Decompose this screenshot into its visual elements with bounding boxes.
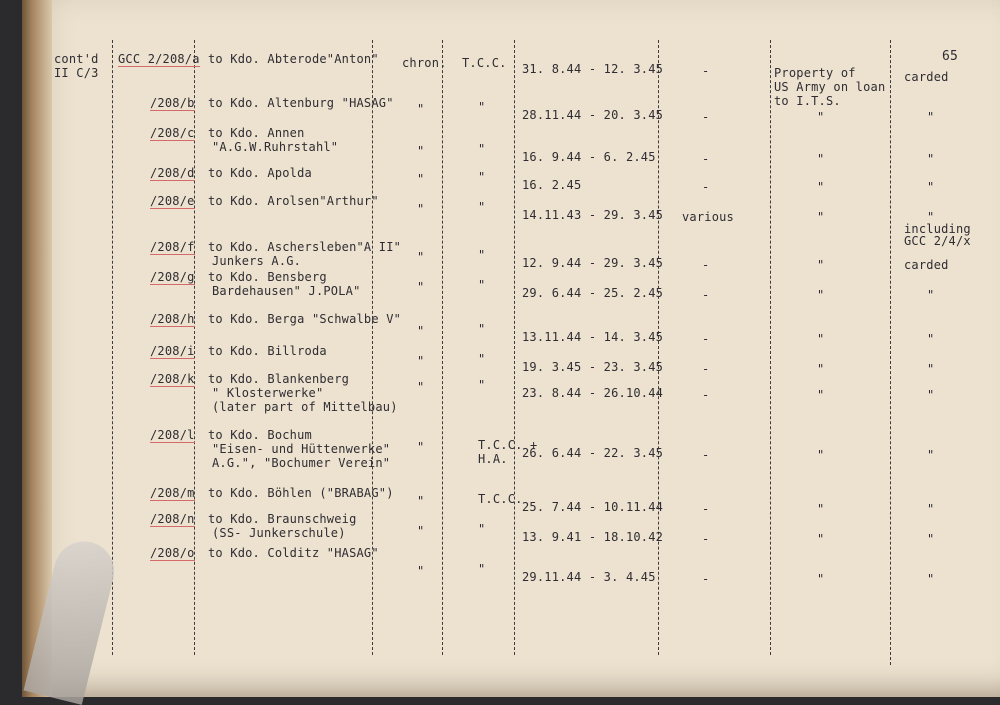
row-count: - xyxy=(702,110,710,124)
row-property: " xyxy=(817,110,825,124)
row-count: - xyxy=(702,532,710,546)
column-rule xyxy=(372,40,373,655)
row-type: " xyxy=(417,144,425,158)
row-description: Junkers A.G. xyxy=(212,254,302,268)
row-source: " xyxy=(478,200,486,214)
row-description: to Kdo. Billroda xyxy=(208,344,327,358)
row-property: " xyxy=(817,152,825,166)
row-source: T.C.C. xyxy=(462,56,507,70)
row-description: to Kdo. Colditz "HASAG" xyxy=(208,546,379,560)
row-count: - xyxy=(702,288,710,302)
row-count: - xyxy=(702,152,710,166)
row-dates: 13. 9.41 - 18.10.42 xyxy=(522,530,664,544)
row-description: to Kdo. Altenburg "HASAG" xyxy=(208,96,394,110)
row-property: " xyxy=(817,288,825,302)
row-description: to Kdo. Blankenberg xyxy=(208,372,350,386)
row-remarks: " xyxy=(927,210,935,224)
row-source: " xyxy=(478,562,486,576)
row-ref: /208/f xyxy=(150,240,195,254)
row-count: - xyxy=(702,572,710,586)
row-ref: /208/g xyxy=(150,270,195,284)
row-property: " xyxy=(817,532,825,546)
row-description: to Kdo. Apolda xyxy=(208,166,312,180)
row-source: " xyxy=(478,100,486,114)
row-property: " xyxy=(817,448,825,462)
row-ref: /208/i xyxy=(150,344,195,358)
row-count: - xyxy=(702,388,710,402)
row-property: US Army on loan xyxy=(774,80,886,94)
row-description: "A.G.W.Ruhrstahl" xyxy=(212,140,339,154)
row-dates: 14.11.43 - 29. 3.45 xyxy=(522,208,664,222)
row-remarks: " xyxy=(927,572,935,586)
row-description: (SS- Junkerschule) xyxy=(212,526,346,540)
row-ref: /208/c xyxy=(150,126,195,140)
row-description: to Kdo. Arolsen"Arthur" xyxy=(208,194,379,208)
row-type: " xyxy=(417,172,425,186)
row-type: " xyxy=(417,202,425,216)
row-dates: 16. 9.44 - 6. 2.45 xyxy=(522,150,656,164)
ledger-page xyxy=(22,0,1000,697)
row-dates: 28.11.44 - 20. 3.45 xyxy=(522,108,664,122)
cont-label-section: II C/3 xyxy=(54,66,99,80)
row-source: " xyxy=(478,322,486,336)
row-count: - xyxy=(702,448,710,462)
row-count: various xyxy=(682,210,734,224)
column-rule xyxy=(658,40,659,655)
row-count: - xyxy=(702,332,710,346)
row-property: " xyxy=(817,332,825,346)
column-rule xyxy=(890,40,891,665)
row-source: " xyxy=(478,142,486,156)
row-source: " xyxy=(478,352,486,366)
row-description: to Kdo. Bochum xyxy=(208,428,312,442)
row-count: - xyxy=(702,502,710,516)
row-description: to Kdo. Aschersleben"A II" xyxy=(208,240,402,254)
row-dates: 25. 7.44 - 10.11.44 xyxy=(522,500,664,514)
row-ref: GCC 2/208/a xyxy=(118,52,200,66)
row-remarks: carded xyxy=(904,70,949,84)
row-description: "Eisen- und Hüttenwerke" xyxy=(212,442,391,456)
row-ref: /208/d xyxy=(150,166,195,180)
row-ref: /208/k xyxy=(150,372,195,386)
row-description: to Kdo. Bensberg xyxy=(208,270,327,284)
row-dates: 26. 6.44 - 22. 3.45 xyxy=(522,446,664,460)
row-ref: /208/b xyxy=(150,96,195,110)
row-description: to Kdo. Annen xyxy=(208,126,305,140)
row-dates: 29.11.44 - 3. 4.45 xyxy=(522,570,656,584)
row-type: " xyxy=(417,102,425,116)
page-number: 65 xyxy=(942,49,959,64)
row-description: (later part of Mittelbau) xyxy=(212,400,398,414)
row-remarks: " xyxy=(927,110,935,124)
row-remarks: including xyxy=(904,222,971,236)
row-property: " xyxy=(817,258,825,272)
row-description: A.G.", "Bochumer Verein" xyxy=(212,456,391,470)
row-remarks: " xyxy=(927,448,935,462)
row-type: " xyxy=(417,324,425,338)
row-remarks: " xyxy=(927,152,935,166)
row-remarks: " xyxy=(927,332,935,346)
row-property: " xyxy=(817,502,825,516)
row-description: to Kdo. Böhlen ("BRABAG") xyxy=(208,486,394,500)
row-description: to Kdo. Berga "Schwalbe V" xyxy=(208,312,402,326)
row-type: " xyxy=(417,494,425,508)
row-source: " xyxy=(478,248,486,262)
row-type: " xyxy=(417,354,425,368)
row-source: T.C.C. + H.A. xyxy=(478,438,538,466)
row-property: " xyxy=(817,572,825,586)
row-type: chron. xyxy=(402,56,447,70)
row-dates: 16. 2.45 xyxy=(522,178,582,192)
row-dates: 12. 9.44 - 29. 3.45 xyxy=(522,256,664,270)
row-remarks: carded xyxy=(904,258,949,272)
row-dates: 29. 6.44 - 25. 2.45 xyxy=(522,286,664,300)
row-remarks: GCC 2/4/x xyxy=(904,234,971,248)
row-type: " xyxy=(417,440,425,454)
row-property: " xyxy=(817,180,825,194)
row-ref: /208/h xyxy=(150,312,195,326)
row-dates: 13.11.44 - 14. 3.45 xyxy=(522,330,664,344)
row-count: - xyxy=(702,362,710,376)
row-property: " xyxy=(817,388,825,402)
row-type: " xyxy=(417,524,425,538)
row-source: " xyxy=(478,378,486,392)
row-count: - xyxy=(702,64,710,78)
row-dates: 23. 8.44 - 26.10.44 xyxy=(522,386,664,400)
row-type: " xyxy=(417,250,425,264)
column-rule xyxy=(514,40,515,655)
row-type: " xyxy=(417,280,425,294)
row-description: " Klosterwerke" xyxy=(212,386,324,400)
row-remarks: " xyxy=(927,362,935,376)
row-description: Bardehausen" J.POLA" xyxy=(212,284,361,298)
row-property: " xyxy=(817,210,825,224)
row-dates: 31. 8.44 - 12. 3.45 xyxy=(522,62,664,76)
row-ref: /208/n xyxy=(150,512,195,526)
row-remarks: " xyxy=(927,502,935,516)
cont-label: cont'd xyxy=(54,52,99,66)
row-count: - xyxy=(702,180,710,194)
row-property: " xyxy=(817,362,825,376)
row-count: - xyxy=(702,258,710,272)
row-ref: /208/e xyxy=(150,194,195,208)
row-property: Property of xyxy=(774,66,856,80)
row-source: " xyxy=(478,278,486,292)
row-remarks: " xyxy=(927,288,935,302)
row-description: to Kdo. Braunschweig xyxy=(208,512,357,526)
row-type: " xyxy=(417,380,425,394)
row-remarks: " xyxy=(927,180,935,194)
row-source: T.C.C. xyxy=(478,492,523,506)
column-rule xyxy=(442,40,443,655)
row-description: to Kdo. Abterode"Anton" xyxy=(208,52,379,66)
row-ref: /208/m xyxy=(150,486,195,500)
column-rule xyxy=(770,40,771,655)
row-type: " xyxy=(417,564,425,578)
row-ref: /208/l xyxy=(150,428,195,442)
row-property: to I.T.S. xyxy=(774,94,841,108)
row-dates: 19. 3.45 - 23. 3.45 xyxy=(522,360,664,374)
row-remarks: " xyxy=(927,388,935,402)
row-remarks: " xyxy=(927,532,935,546)
row-source: " xyxy=(478,170,486,184)
row-ref: /208/o xyxy=(150,546,195,560)
row-source: " xyxy=(478,522,486,536)
